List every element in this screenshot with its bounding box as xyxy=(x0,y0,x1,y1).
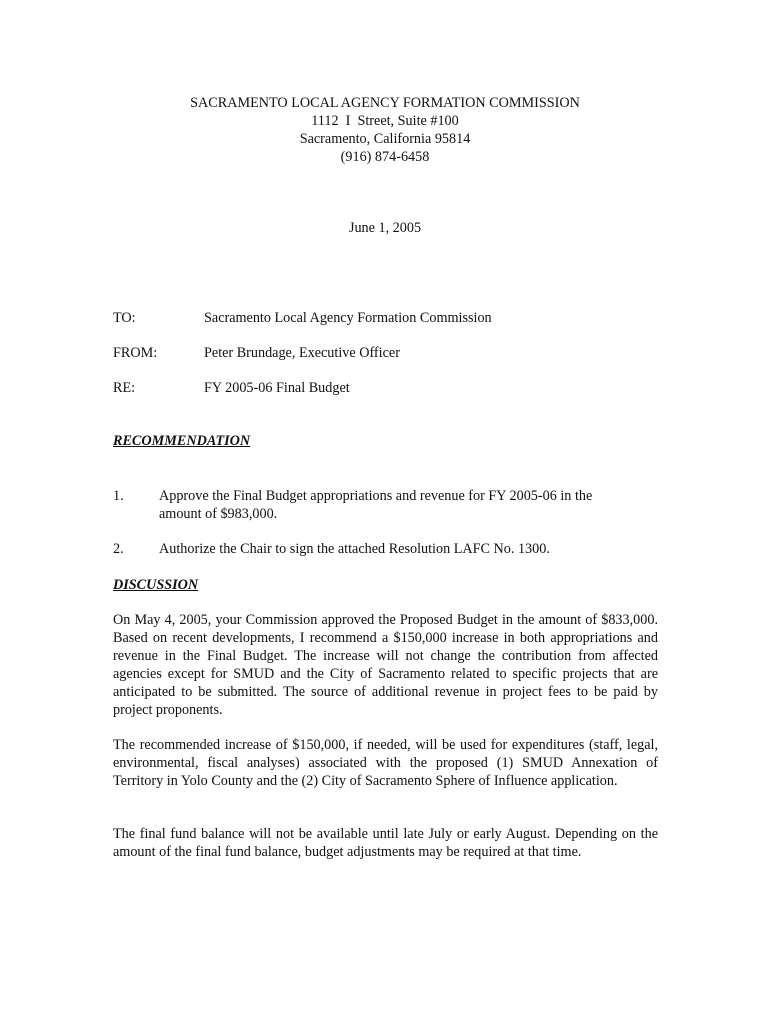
re-label: RE: xyxy=(113,380,136,396)
memo-date: June 1, 2005 xyxy=(348,220,422,236)
city-address: Sacramento, California 95814 xyxy=(299,131,471,147)
letterhead xyxy=(0,94,770,166)
item-number: 1. xyxy=(113,488,124,504)
from-label: FROM: xyxy=(113,345,158,361)
recommendation-heading: RECOMMENDATION xyxy=(113,433,251,449)
re-value: FY 2005-06 Final Budget xyxy=(204,380,350,396)
to-value: Sacramento Local Agency Formation Commission xyxy=(204,310,492,326)
discussion-paragraph: The final fund balance will not be available until late July or early August. Depending on the amount of the final fund balance, budget adjustments may be required at that time. xyxy=(113,826,658,860)
item-text: Approve the Final Budget appropriations and revenue for FY 2005-06 in the amount of $983,000. xyxy=(159,488,593,522)
item-number: 2. xyxy=(113,541,124,557)
discussion-paragraph: The recommended increase of $150,000, if needed, will be used for expenditures (staff, legal, environmental, fiscal analyses) associated with the proposed (1) SMUD Annexation of Territory in Yolo County and the (2) City of Sacramento Sphere of Influence application. xyxy=(113,737,658,789)
organization-name: SACRAMENTO LOCAL AGENCY FORMATION COMMISSION xyxy=(190,95,580,111)
phone-number: (916) 874-6458 xyxy=(340,149,430,165)
item-text: Authorize the Chair to sign the attached Resolution LAFC No. 1300. xyxy=(159,541,550,557)
discussion-paragraph: On May 4, 2005, your Commission approved the Proposed Budget in the amount of $833,000. Based on recent developments, I recommend a $150,000 increase in both appropriations and revenue in the Final Budget. The increase will not change the contribution from affected agencies except for SMUD and the City of Sacramento related to specific projects that are anticipated to be submitted. The source of additional revenue in project fees to be paid by project proponents. xyxy=(113,612,658,718)
to-label: TO: xyxy=(113,310,136,326)
from-value: Peter Brundage, Executive Officer xyxy=(204,345,400,361)
street-address: 1112 I Street, Suite #100 xyxy=(311,113,459,129)
discussion-heading: DISCUSSION xyxy=(113,577,199,593)
